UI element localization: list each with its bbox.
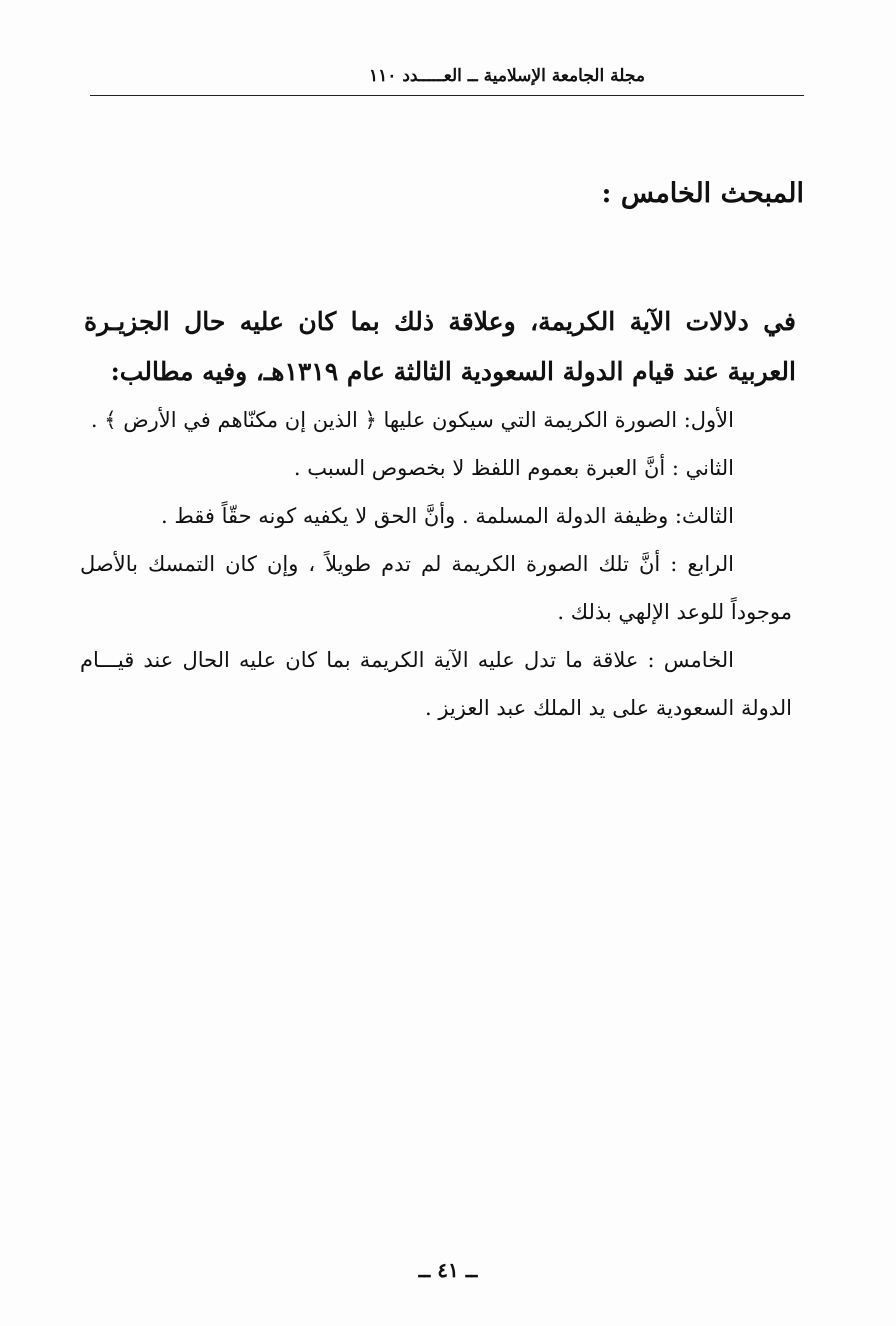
running-header: مجلة الجامعة الإسلامية ــ العـــــدد ١١٠ — [369, 66, 645, 86]
section-title: المبحث الخامس : — [601, 178, 804, 209]
list-item — [80, 540, 792, 636]
list-item-text: الخامس : علاقة ما تدل عليه الآية الكريمة بما كان عليه الحال عند قيـــام الدولة السعودية على يد الملك عبد العزيز . — [80, 648, 792, 720]
list-item-text: الثالث: وظيفة الدولة المسلمة . وأنَّ الحق لا يكفيه كونه حقّاً فقط . — [161, 504, 734, 528]
list-item-text: الأول: الصورة الكريمة التي سيكون عليها ﴿ الذين إن مكنّاهم في الأرض ﴾ . — [90, 408, 734, 432]
list-item-text: الثاني : أنَّ العبرة بعموم اللفظ لا بخصوص السبب . — [293, 456, 734, 480]
header-rule — [90, 95, 804, 96]
page-number: ــ ٤١ ــ — [418, 1258, 478, 1282]
list-item — [80, 492, 792, 540]
list-item — [80, 396, 792, 444]
list-item-text: الرابع : أنَّ تلك الصورة الكريمة لم تدم طويلاً ، وإن كان التمسك بالأصل موجوداً للوعد الإلهي بذلك . — [80, 552, 792, 624]
list-item — [80, 444, 792, 492]
intro-paragraph: في دلالات الآية الكريمة، وعلاقة ذلك بما كان عليه حال الجزيـرة العربية عند قيام الدولة السعودية الثالثة عام ١٣١٩هـ، وفيه مطالب: — [84, 307, 796, 386]
list-item — [80, 636, 792, 732]
item-list — [80, 396, 792, 732]
